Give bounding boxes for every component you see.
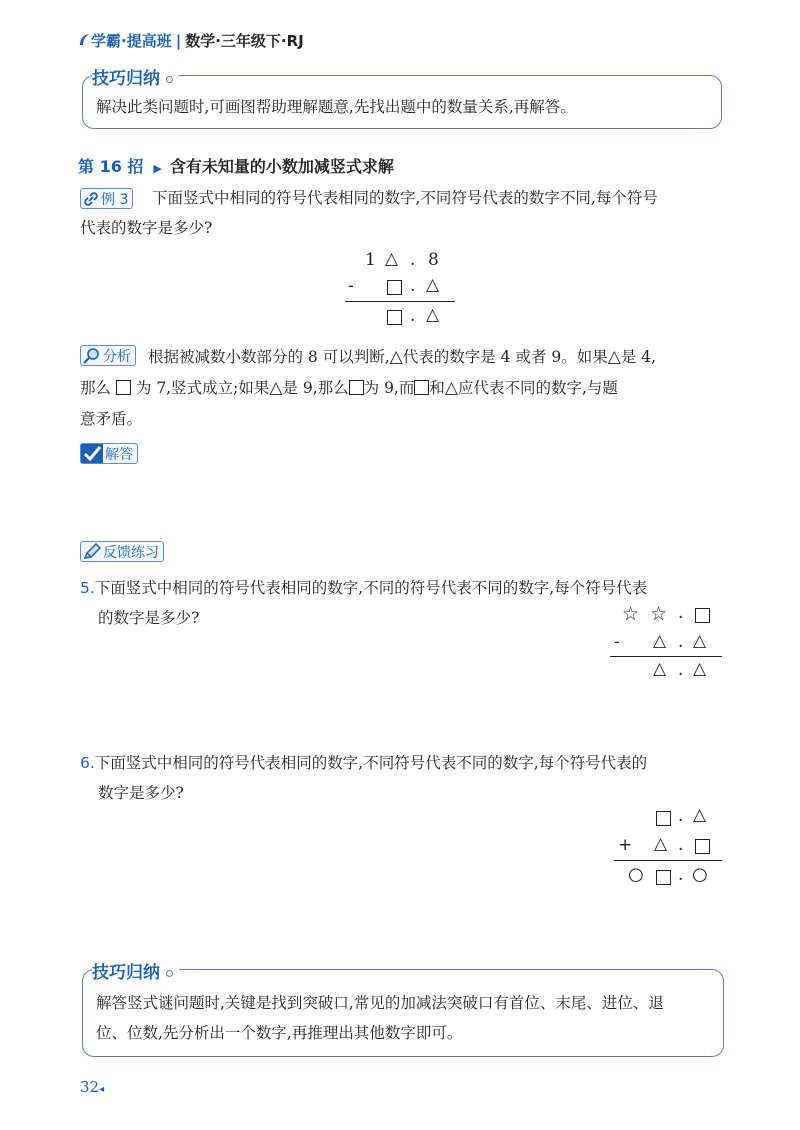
section-number: 第 16 招 <box>78 157 144 176</box>
tips-title-top: 技巧归纳 <box>92 64 179 89</box>
q5-number: 5. <box>80 579 95 597</box>
square-symbol <box>695 608 710 623</box>
brand-name: 学霸·提高班 <box>91 32 172 50</box>
square-symbol <box>695 839 710 854</box>
q5-calc <box>610 603 722 683</box>
q6-line2: 数字是多少? <box>98 784 184 802</box>
square-symbol <box>387 280 402 295</box>
analysis-line3: 意矛盾。 <box>80 410 143 428</box>
example-text-line1: 下面竖式中相同的符号代表相同的数字,不同符号代表的数字不同,每个符号 <box>152 189 658 207</box>
brand-swoosh-icon <box>78 33 90 47</box>
q6-calc <box>612 806 722 892</box>
q5-line1: 5.下面竖式中相同的符号代表相同的数字,不同的符号代表不同的数字,每个符号代表 <box>80 579 648 597</box>
calc-line <box>345 301 455 302</box>
section-name: 含有未知量的小数加减竖式求解 <box>169 157 394 176</box>
header-subject: 数学·三年级下·RJ <box>185 32 304 50</box>
decimal-point: . <box>678 660 684 680</box>
triangle-symbol: △ <box>385 249 399 269</box>
checkmark-icon <box>81 444 103 463</box>
page-number: 32◂ <box>80 1078 105 1096</box>
header-separator: | <box>175 32 182 50</box>
triangle-symbol: △ <box>654 834 668 854</box>
arrow-left-icon: ◂ <box>99 1084 105 1095</box>
section-title <box>78 154 394 177</box>
minus-sign: - <box>614 632 620 652</box>
q5-line2: 的数字是多少? <box>98 609 200 627</box>
triangle-symbol: △ <box>693 805 707 825</box>
tips-text-bottom-line2: 位、位数,先分析出一个数字,再推理出其他数字即可。 <box>96 1024 463 1042</box>
decimal-point: . <box>678 603 684 623</box>
magnifier-icon <box>83 347 101 364</box>
decimal-point: . <box>678 835 684 855</box>
triangle-symbol: △ <box>269 378 283 398</box>
title-dot-icon <box>166 970 173 977</box>
link-icon <box>83 191 99 207</box>
triangle-symbol: △ <box>444 378 458 398</box>
pencil-icon <box>83 543 101 560</box>
analysis-line1: 根据被减数小数部分的 8 可以判断,△代表的数字是 4 或者 9。如果△是 4, <box>148 347 657 367</box>
triangle-symbol: △ <box>693 631 707 651</box>
circle-symbol: ○ <box>628 864 644 885</box>
square-symbol <box>387 310 402 325</box>
answer-tag <box>80 443 138 467</box>
triangle-symbol: △ <box>653 659 667 679</box>
decimal-point: . <box>410 250 416 270</box>
analysis-line2: 那么 为 7,竖式成立;如果△是 9,那么 为 9,而 和△应代表不同的数字,与题 <box>80 378 618 398</box>
q6-line1: 6.下面竖式中相同的符号代表相同的数字,不同符号代表不同的数字,每个符号代表的 <box>80 754 648 772</box>
square-symbol <box>656 811 671 826</box>
tips-title-bottom: 技巧归纳 <box>92 958 179 983</box>
triangle-right-icon: ▶ <box>153 162 162 175</box>
example-tag <box>80 188 133 211</box>
analysis-tag <box>80 345 136 368</box>
analysis-label: 分析 <box>103 348 131 365</box>
page-header <box>78 30 304 51</box>
decimal-point: . <box>410 276 416 296</box>
triangle-symbol: △ <box>653 631 667 651</box>
calc-digit: 1 <box>365 250 376 270</box>
triangle-symbol: △ <box>693 659 707 679</box>
triangle-symbol: △ <box>426 275 440 295</box>
example-text-line2: 代表的数字是多少? <box>80 219 213 237</box>
decimal-point: . <box>410 306 416 326</box>
calc-line <box>614 860 722 861</box>
example-label: 例 3 <box>101 191 129 208</box>
answer-label: 解答 <box>105 446 133 463</box>
square-symbol <box>414 380 429 395</box>
calc-digit: 8 <box>428 250 439 270</box>
q6-number: 6. <box>80 754 95 772</box>
triangle-symbol: △ <box>426 305 440 325</box>
star-symbol: ☆ <box>622 603 640 625</box>
example-calc <box>340 250 460 330</box>
decimal-point: . <box>678 806 684 826</box>
title-dot-icon <box>166 76 173 83</box>
minus-sign: - <box>348 276 354 296</box>
decimal-point: . <box>678 865 684 885</box>
calc-line <box>610 656 722 657</box>
square-symbol <box>349 380 364 395</box>
decimal-point: . <box>678 632 684 652</box>
tips-text-top: 解决此类问题时,可画图帮助理解题意,先找出题中的数量关系,再解答。 <box>96 98 576 116</box>
circle-symbol: ○ <box>692 864 708 885</box>
practice-label: 反馈练习 <box>103 544 159 561</box>
square-symbol <box>656 870 671 885</box>
practice-tag <box>80 541 164 564</box>
triangle-symbol: △ <box>389 347 403 367</box>
tips-text-bottom-line1: 解答竖式谜问题时,关键是找到突破口,常见的加减法突破口有首位、末尾、进位、退 <box>96 994 664 1012</box>
square-symbol <box>116 380 131 395</box>
star-symbol: ☆ <box>650 603 668 625</box>
plus-sign: + <box>618 835 633 855</box>
triangle-symbol: △ <box>607 347 621 367</box>
